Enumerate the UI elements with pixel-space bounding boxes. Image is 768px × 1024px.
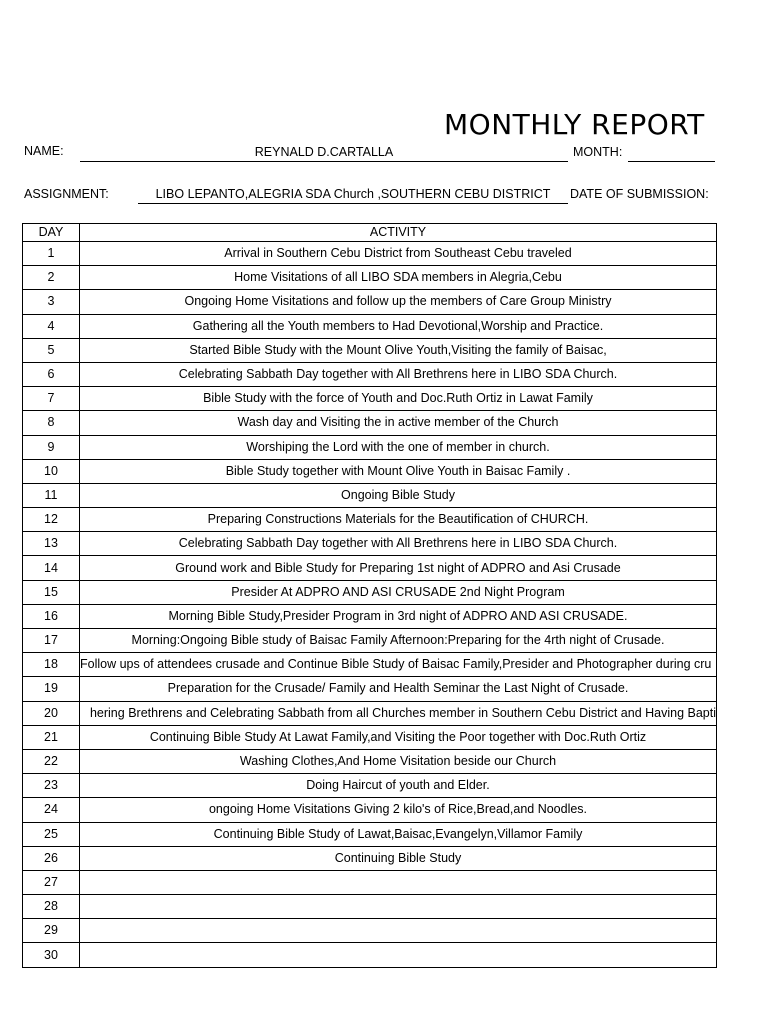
activity-text: Preparation for the Crusade/ Family and Health Seminar the Last Night of Crusade. xyxy=(167,681,629,696)
activity-table xyxy=(22,223,717,968)
activity-cell[interactable] xyxy=(80,629,717,653)
activity-text: Morning Bible Study,Presider Program in 3rd night of ADPRO AND ASI CRUSADE. xyxy=(168,608,628,623)
table-row xyxy=(23,362,717,386)
activity-text: Bible Study together with Mount Olive Youth in Baisac Family . xyxy=(225,463,571,478)
day-cell[interactable]: 28 xyxy=(23,895,80,919)
assignment-field[interactable]: LIBO LEPANTO,ALEGRIA SDA Church ,SOUTHERN CEBU DISTRICT xyxy=(138,186,568,204)
activity-text: Celebrating Sabbath Day together with All Brethrens here in LIBO SDA Church. xyxy=(178,367,618,382)
activity-cell[interactable] xyxy=(80,242,717,266)
activity-text: Doing Haircut of youth and Elder. xyxy=(306,778,490,793)
activity-cell[interactable] xyxy=(80,822,717,846)
activity-text: Celebrating Sabbath Day together with All Brethrens here in LIBO SDA Church. xyxy=(178,536,618,551)
name-field[interactable]: REYNALD D.CARTALLA xyxy=(80,144,568,162)
table-row xyxy=(23,411,717,435)
day-cell[interactable]: 14 xyxy=(23,556,80,580)
day-cell[interactable]: 22 xyxy=(23,749,80,773)
table-row xyxy=(23,604,717,628)
day-cell[interactable]: 19 xyxy=(23,677,80,701)
activity-cell[interactable] xyxy=(80,411,717,435)
activity-cell[interactable] xyxy=(80,943,717,967)
activity-cell[interactable] xyxy=(80,483,717,507)
table-row xyxy=(23,314,717,338)
date-of-submission-label: DATE OF SUBMISSION: xyxy=(570,187,709,201)
activity-cell[interactable] xyxy=(80,290,717,314)
day-cell[interactable]: 8 xyxy=(23,411,80,435)
table-row xyxy=(23,266,717,290)
table-row xyxy=(23,508,717,532)
table-row xyxy=(23,798,717,822)
day-cell[interactable]: 1 xyxy=(23,242,80,266)
activity-cell[interactable] xyxy=(80,677,717,701)
activity-cell[interactable] xyxy=(80,435,717,459)
day-cell[interactable]: 21 xyxy=(23,725,80,749)
activity-text: Washing Clothes,And Home Visitation beside our Church xyxy=(239,754,557,769)
day-cell[interactable]: 27 xyxy=(23,870,80,894)
assignment-label: ASSIGNMENT: xyxy=(24,187,109,201)
activity-text: Gathering all the Youth members to Had Devotional,Worship and Practice. xyxy=(192,318,604,333)
day-cell[interactable]: 6 xyxy=(23,362,80,386)
month-field[interactable] xyxy=(628,144,715,162)
table-row xyxy=(23,895,717,919)
day-cell[interactable]: 9 xyxy=(23,435,80,459)
activity-text: Continuing Bible Study xyxy=(334,850,462,865)
activity-cell[interactable] xyxy=(80,387,717,411)
day-cell[interactable]: 10 xyxy=(23,459,80,483)
activity-cell[interactable] xyxy=(80,919,717,943)
table-row xyxy=(23,435,717,459)
activity-cell[interactable] xyxy=(80,895,717,919)
day-cell[interactable]: 25 xyxy=(23,822,80,846)
activity-cell[interactable] xyxy=(80,459,717,483)
table-row xyxy=(23,387,717,411)
header-day: DAY xyxy=(23,224,80,242)
activity-text: hering Brethrens and Celebrating Sabbath from all Churches member in Southern Cebu District and Having Bapti xyxy=(89,705,716,720)
activity-cell[interactable] xyxy=(80,266,717,290)
activity-text: Continuing Bible Study of Lawat,Baisac,Evangelyn,Villamor Family xyxy=(213,826,583,841)
day-cell[interactable]: 30 xyxy=(23,943,80,967)
activity-cell[interactable] xyxy=(80,362,717,386)
activity-text: Ongoing Home Visitations and follow up the members of Care Group Ministry xyxy=(184,294,612,309)
month-label: MONTH: xyxy=(573,145,623,159)
table-row xyxy=(23,532,717,556)
table-row xyxy=(23,483,717,507)
table-row xyxy=(23,580,717,604)
activity-cell[interactable] xyxy=(80,580,717,604)
table-row xyxy=(23,338,717,362)
day-cell[interactable]: 11 xyxy=(23,483,80,507)
day-cell[interactable]: 23 xyxy=(23,774,80,798)
day-cell[interactable]: 26 xyxy=(23,846,80,870)
day-cell[interactable]: 3 xyxy=(23,290,80,314)
activity-cell[interactable] xyxy=(80,604,717,628)
activity-text: Ground work and Bible Study for Preparing 1st night of ADPRO and Asi Crusade xyxy=(175,560,621,575)
table-header-row xyxy=(23,224,717,242)
table-row xyxy=(23,919,717,943)
activity-cell[interactable] xyxy=(80,653,717,677)
table-row xyxy=(23,242,717,266)
day-cell[interactable]: 7 xyxy=(23,387,80,411)
table-row xyxy=(23,459,717,483)
day-cell[interactable]: 20 xyxy=(23,701,80,725)
day-cell[interactable]: 13 xyxy=(23,532,80,556)
activity-text: Continuing Bible Study At Lawat Family,and Visiting the Poor together with Doc.Ruth Ortiz xyxy=(149,729,647,744)
name-label: NAME: xyxy=(24,144,64,158)
activity-cell[interactable] xyxy=(80,532,717,556)
day-cell[interactable]: 29 xyxy=(23,919,80,943)
table-row xyxy=(23,677,717,701)
activity-cell[interactable] xyxy=(80,846,717,870)
day-cell[interactable]: 15 xyxy=(23,580,80,604)
activity-text: Home Visitations of all LIBO SDA members in Alegria,Cebu xyxy=(234,270,562,285)
table-row xyxy=(23,629,717,653)
activity-cell[interactable] xyxy=(80,701,717,725)
activity-text: Started Bible Study with the Mount Olive Youth,Visiting the family of Baisac, xyxy=(189,342,607,357)
table-row xyxy=(23,774,717,798)
day-cell[interactable]: 24 xyxy=(23,798,80,822)
activity-cell[interactable] xyxy=(80,314,717,338)
table-row xyxy=(23,701,717,725)
activity-cell[interactable] xyxy=(80,749,717,773)
day-cell[interactable]: 17 xyxy=(23,629,80,653)
table-row xyxy=(23,943,717,967)
activity-cell[interactable] xyxy=(80,556,717,580)
header-activity: ACTIVITY xyxy=(80,224,717,242)
table-row xyxy=(23,290,717,314)
activity-text: Preparing Constructions Materials for the Beautification of CHURCH. xyxy=(207,512,589,527)
table-row xyxy=(23,556,717,580)
table-row xyxy=(23,725,717,749)
activity-cell[interactable] xyxy=(80,774,717,798)
table-row xyxy=(23,749,717,773)
activity-text: Worshiping the Lord with the one of member in church. xyxy=(246,439,550,454)
day-cell[interactable]: 16 xyxy=(23,604,80,628)
activity-text: ongoing Home Visitations Giving 2 kilo's of Rice,Bread,and Noodles. xyxy=(208,802,588,817)
activity-cell[interactable] xyxy=(80,508,717,532)
activity-text: Bible Study with the force of Youth and Doc.Ruth Ortiz in Lawat Family xyxy=(203,391,593,406)
table-row xyxy=(23,653,717,677)
activity-cell[interactable] xyxy=(80,870,717,894)
day-cell[interactable]: 2 xyxy=(23,266,80,290)
activity-cell[interactable] xyxy=(80,798,717,822)
activity-text: Presider At ADPRO AND ASI CRUSADE 2nd Night Program xyxy=(231,584,565,599)
day-cell[interactable]: 5 xyxy=(23,338,80,362)
day-cell[interactable]: 12 xyxy=(23,508,80,532)
activity-cell[interactable] xyxy=(80,338,717,362)
activity-text: Follow ups of attendees crusade and Continue Bible Study of Baisac Family,Presider and Photographer during cru xyxy=(80,657,712,672)
activity-cell[interactable] xyxy=(80,725,717,749)
table-row xyxy=(23,822,717,846)
day-cell[interactable]: 4 xyxy=(23,314,80,338)
report-title: MONTHLY REPORT xyxy=(444,108,705,141)
day-cell[interactable]: 18 xyxy=(23,653,80,677)
activity-text: Ongoing Bible Study xyxy=(341,487,455,502)
activity-text: Morning:Ongoing Bible study of Baisac Family Afternoon:Preparing for the 4rth night of Crusade. xyxy=(131,633,665,648)
table-row xyxy=(23,846,717,870)
table-row xyxy=(23,870,717,894)
activity-text: Arrival in Southern Cebu District from Southeast Cebu traveled xyxy=(224,246,572,261)
activity-text: Wash day and Visiting the in active member of the Church xyxy=(237,415,559,430)
